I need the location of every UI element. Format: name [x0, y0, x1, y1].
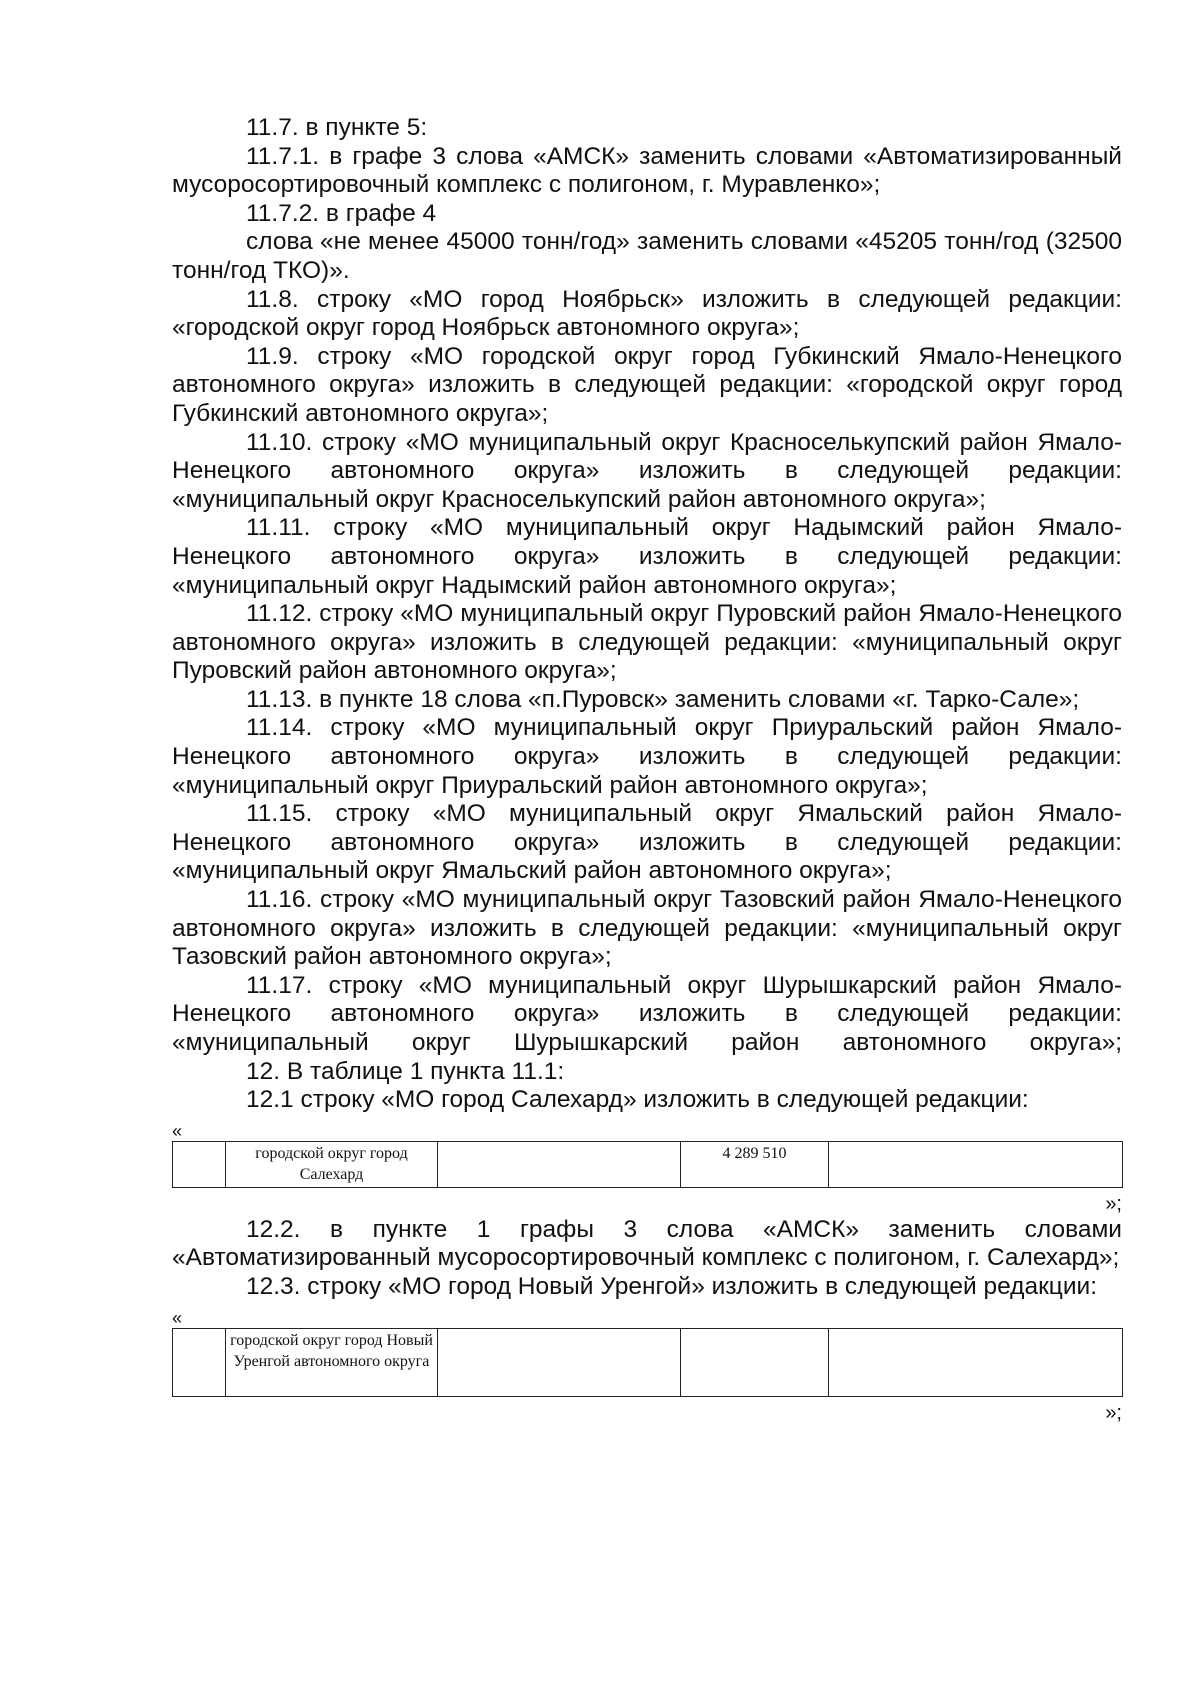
open-quote: « — [172, 1120, 183, 1141]
paragraph-11-11: 11.11. строку «МО муниципальный округ Надымский район Ямало-Ненецкого автономного округа» изложить в следующей редакции: «муниципальный округ Надымский район автономного округа»; — [172, 514, 1122, 599]
table-novy-urengoy — [172, 1328, 1123, 1397]
paragraph-12: 12. В таблице 1 пункта 11.1: — [246, 1057, 565, 1085]
paragraph-12-2: 12.2. в пункте 1 графы 3 слова «АМСК» заменить словами «Автоматизированный мусоросортировочный комплекс с полигоном, г. Салехард»; — [172, 1215, 1122, 1272]
paragraph-11-16: 11.16. строку «МО муниципальный округ Тазовский район Ямало-Ненецкого автономного округа» изложить в следующей редакции: «муниципальный округ Тазовский район автономного округа»; — [172, 886, 1122, 971]
close-quote: »; — [1105, 1401, 1122, 1424]
table-cell-notes — [829, 1141, 1123, 1187]
paragraph-11-14: 11.14. строку «МО муниципальный округ Приуральский район Ямало-Ненецкого автономного округа» изложить в следующей редакции: «муниципальный округ Приуральский район автономного округа»; — [172, 714, 1122, 799]
document-page — [172, 114, 1122, 1425]
table-row — [173, 1141, 1123, 1187]
table-cell-notes — [829, 1328, 1123, 1396]
table-cell-object — [438, 1328, 681, 1396]
table-cell-volume: 4 289 510 — [681, 1141, 829, 1187]
paragraph-11-7-2-text: слова «не менее 45000 тонн/год» заменить словами «45205 тонн/год (32500 тонн/год ТКО)». — [172, 228, 1122, 284]
paragraph-11-10: 11.10. строку «МО муниципальный округ Красноселькупский район Ямало-Ненецкого автономного округа» изложить в следующей редакции: «муниципальный округ Красноселькупский район автономного округа»; — [172, 428, 1122, 513]
paragraph-11-13: 11.13. в пункте 18 слова «п.Пуровск» заменить словами «г. Тарко-Сале»; — [246, 685, 1080, 713]
paragraph-11-15: 11.15. строку «МО муниципальный округ Ямальский район Ямало-Ненецкого автономного округа» изложить в следующей редакции: «муниципальный округ Ямальский район автономного округа»; — [172, 800, 1122, 885]
table-cell-number — [173, 1141, 226, 1187]
open-quote: « — [172, 1307, 183, 1328]
paragraph-11-17: 11.17. строку «МО муниципальный округ Шурышкарский район Ямало-Ненецкого автономного округа» изложить в следующей редакции: «муниципальный округ Шурышкарский район автономного округа»; — [172, 971, 1122, 1056]
paragraph-11-8: 11.8. строку «МО город Ноябрьск» изложить в следующей редакции: «городской округ город Ноябрьск автономного округа»; — [172, 285, 1122, 342]
table-salekhard — [172, 1141, 1123, 1188]
table-cell-volume — [681, 1328, 829, 1396]
paragraph-12-1: 12.1 строку «МО город Салехард» изложить в следующей редакции: — [246, 1086, 1029, 1114]
paragraph-12-3: 12.3. строку «МО город Новый Уренгой» изложить в следующей редакции: — [246, 1272, 1098, 1300]
paragraph-11-7-2: 11.7.2. в графе 4 — [246, 199, 437, 227]
table-cell-number — [173, 1328, 226, 1396]
table-row — [173, 1328, 1123, 1396]
table-cell-object — [438, 1141, 681, 1187]
paragraph-11-9: 11.9. строку «МО городской округ город Губкинский Ямало-Ненецкого автономного округа» изложить в следующей редакции: «городской округ город Губкинский автономного округа»; — [172, 342, 1122, 427]
paragraph-11-7: 11.7. в пункте 5: — [246, 114, 428, 141]
paragraph-11-7-1: 11.7.1. в графе 3 слова «АМСК» заменить словами «Автоматизированный мусоросортировочный комплекс с полигоном, г. Муравленко»; — [172, 142, 1122, 199]
table-cell-municipality: городской округ город Салехард — [226, 1141, 438, 1187]
close-quote: »; — [1105, 1192, 1122, 1215]
paragraph-11-12: 11.12. строку «МО муниципальный округ Пуровский район Ямало-Ненецкого автономного округа» изложить в следующей редакции: «муниципальный округ Пуровский район автономного округа»; — [172, 600, 1122, 685]
table-cell-municipality: городской округ город Новый Уренгой автономного округа — [226, 1328, 438, 1396]
